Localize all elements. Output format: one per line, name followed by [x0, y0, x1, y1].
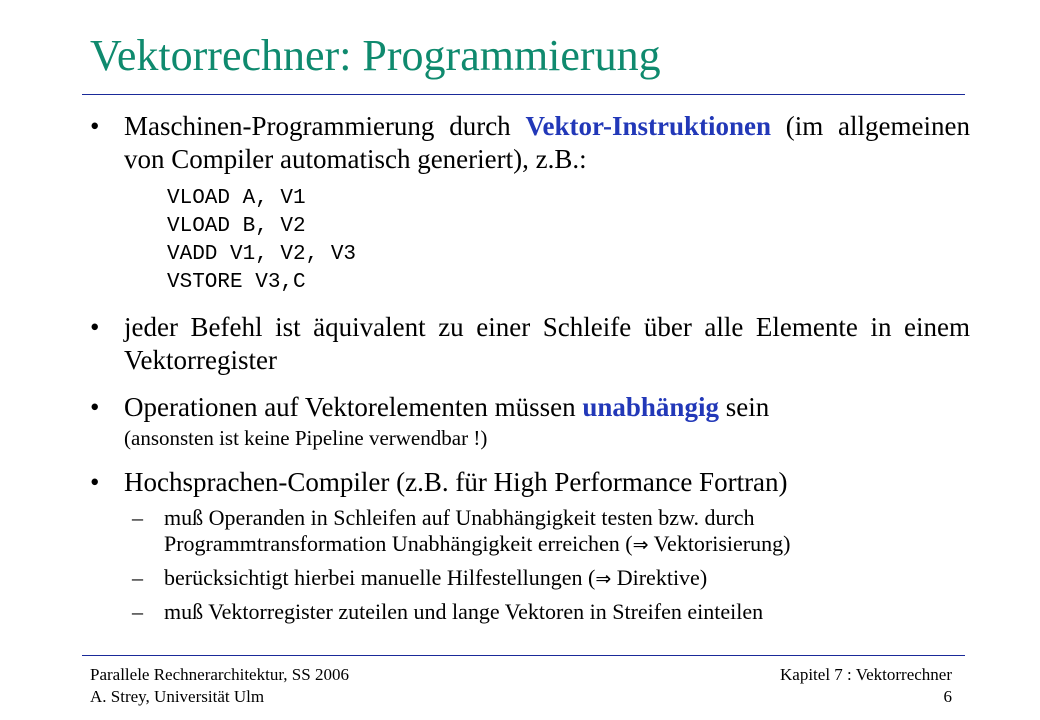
page-number: 6 — [943, 687, 952, 706]
bullet-text: Operationen auf Vektorelementen müssen — [124, 392, 583, 422]
footer-right — [780, 664, 952, 708]
bullet-text: Maschinen-Programmierung durch — [124, 111, 526, 141]
sub-item — [90, 505, 970, 558]
bullet-note: (ansonsten ist keine Pipeline verwendbar !) — [124, 426, 488, 450]
sub-item-text: muß Operanden in Schleifen auf Unabhängigkeit testen bzw. durch Programmtransformation Unabhängigkeit erreichen ( — [164, 505, 755, 556]
sub-item — [90, 565, 970, 592]
highlight-term: unabhängig — [582, 392, 719, 422]
bullet-item-vector-instructions — [90, 110, 970, 176]
sub-item-text: Vektorisierung) — [648, 531, 791, 556]
sub-item — [90, 599, 970, 625]
implies-arrow-icon: ⇒ — [595, 568, 612, 590]
footer-left — [90, 664, 349, 708]
slide-content — [90, 110, 970, 625]
dash-marker: – — [132, 599, 143, 624]
bullet-marker: • — [90, 392, 100, 422]
sub-item-text: muß Vektorregister zuteilen und lange Vektoren in Streifen einteilen — [164, 599, 764, 624]
bullet-text: Hochsprachen-Compiler (z.B. für High Performance Fortran) — [124, 467, 788, 497]
code-line: VSTORE V3,C — [167, 271, 306, 294]
bullet-item-independence — [90, 391, 970, 452]
bullet-text: jeder Befehl ist äquivalent zu einer Schleife über alle Elemente in einem Vektorregister — [124, 312, 970, 375]
dash-marker: – — [132, 565, 143, 590]
author: A. Strey, Universität Ulm — [90, 687, 265, 706]
footer-divider — [82, 655, 965, 656]
dash-marker: – — [132, 505, 143, 530]
sub-list — [90, 505, 970, 625]
bullet-marker: • — [90, 312, 100, 342]
bullet-item-loop-equivalence — [90, 311, 970, 377]
code-line: VLOAD B, V2 — [167, 215, 306, 238]
slide-title: Vektorrechner: Programmierung — [90, 31, 661, 80]
bullet-marker: • — [90, 467, 100, 497]
bullet-text: sein — [718, 392, 770, 422]
highlight-term: Vektor-Instruktionen — [525, 111, 771, 141]
code-line: VLOAD A, V1 — [167, 187, 306, 210]
code-line: VADD V1, V2, V3 — [167, 243, 357, 266]
title-divider — [82, 94, 965, 95]
code-example — [167, 185, 970, 297]
sub-item-text: Direktive) — [611, 565, 708, 590]
chapter-title: Kapitel 7 : Vektorrechner — [780, 665, 952, 684]
bullet-item-compiler — [90, 466, 970, 499]
bullet-text: (im allgemeinen von Compiler automatisch generiert), z.B.: — [124, 111, 970, 174]
bullet-marker: • — [90, 111, 100, 141]
course-name: Parallele Rechnerarchitektur, SS 2006 — [90, 665, 349, 684]
sub-item-text: berücksichtigt hierbei manuelle Hilfestellungen ( — [164, 565, 596, 590]
implies-arrow-icon: ⇒ — [632, 534, 649, 556]
